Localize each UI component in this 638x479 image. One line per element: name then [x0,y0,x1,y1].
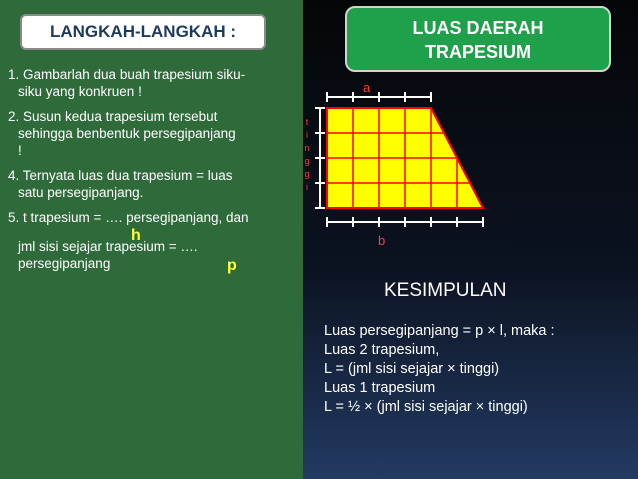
step-4-line2: satu persegipanjang. [18,185,144,200]
step-2-line3: ! [18,143,22,158]
step-1-line1: 1. Gambarlah dua buah trapesium siku- [8,67,246,82]
tinggi-letter: g [304,156,310,166]
hint-h: h [131,227,141,244]
conclusion-text [324,322,555,417]
step-2-line2: sehingga benbentuk persegipanjang [18,126,236,141]
conclusion-title: KESIMPULAN [384,280,507,301]
tinggi-letter: n [304,143,310,153]
tinggi-letter: g [304,169,310,179]
topic-title-line1: LUAS DAERAH [412,18,544,38]
conclusion-line: L = ½ × (jml sisi sejajar × tinggi) [324,399,528,415]
conclusion-line: Luas 1 trapesium [324,380,436,396]
steps-title: LANGKAH-LANGKAH : [20,14,266,50]
step-1-line2: siku yang konkruen ! [18,84,142,99]
conclusion-line: Luas persegipanjang = p × l, maka : [324,323,555,339]
step-5-line2: jml sisi sejajar trapesium = …. [18,239,198,254]
step-5-line3: persegipanjang [18,256,111,271]
step-4-line1: 4. Ternyata luas dua trapesium = luas [8,168,233,183]
conclusion-line: Luas 2 trapesium, [324,342,440,358]
label-tinggi [303,116,311,194]
conclusion-line: L = (jml sisi sejajar × tinggi) [324,361,500,377]
label-b: b [378,233,386,248]
step-2-line1: 2. Susun kedua trapesium tersebut [8,109,218,124]
tinggi-letter: i [306,130,308,140]
label-a: a [363,80,371,95]
topic-title-line2: TRAPESIUM [424,42,531,62]
step-5-line1: 5. t trapesium = …. persegipanjang, dan [8,210,249,225]
tinggi-letter: t [305,117,309,127]
hint-p: p [227,257,237,274]
tinggi-letter: i [306,182,308,192]
